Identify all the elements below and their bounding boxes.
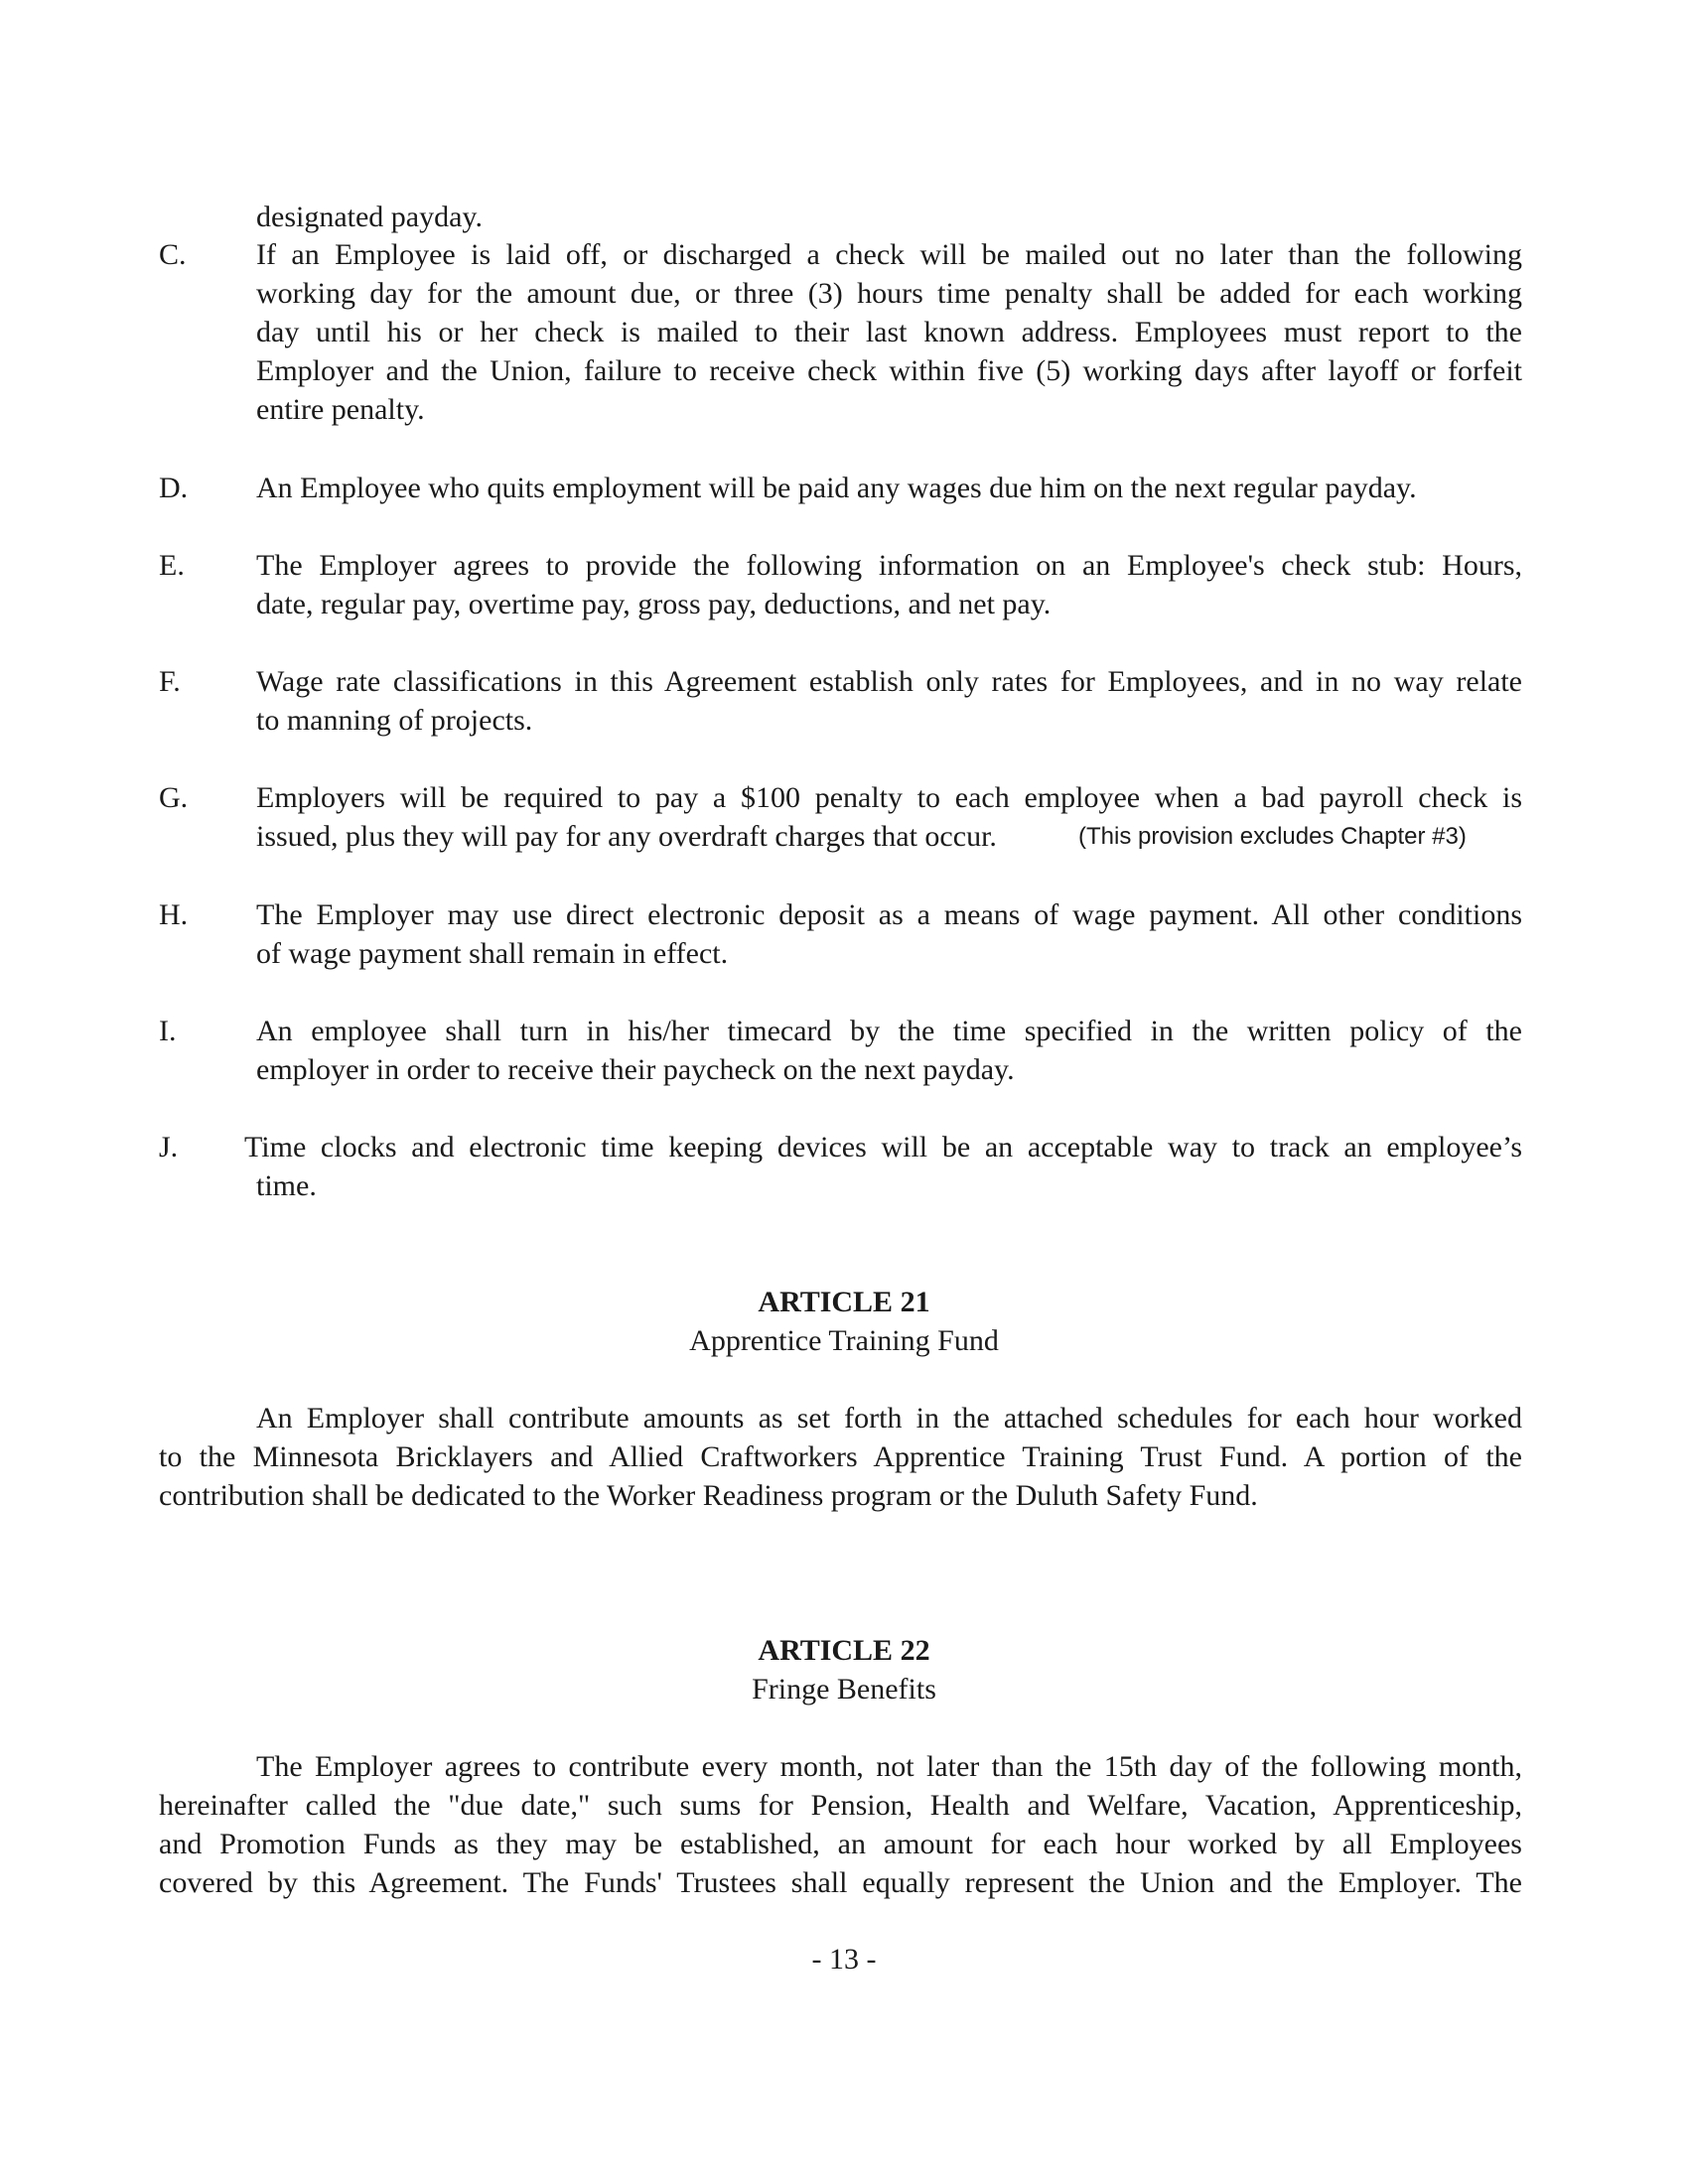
article-22-line-4: covered by this Agreement. The Funds' Trustees shall equally represent the Union and the Employer. The (159, 1866, 1522, 1899)
article-22-line-2: hereinafter called the "due date," such sums for Pension, Health and Welfare, Vacation, Apprenticeship, (159, 1789, 1522, 1822)
page-number: - 13 - (811, 1943, 877, 1976)
item-c-line-4: Employer and the Union, failure to receive check within five (5) working days after layoff or forfeit (256, 354, 1522, 387)
item-e-line-1: The Employer agrees to provide the following information on an Employee's check stub: Hours, (256, 549, 1522, 582)
item-i-line-2: employer in order to receive their paycheck on the next payday. (256, 1053, 1015, 1086)
article-21-line-2: to the Minnesota Bricklayers and Allied Craftworkers Apprentice Training Trust Fund. A portion of the (159, 1440, 1522, 1473)
item-c-line-3: day until his or her check is mailed to their last known address. Employees must report to the (256, 316, 1522, 348)
item-f-line-1: Wage rate classifications in this Agreement establish only rates for Employees, and in no way relate (256, 665, 1522, 698)
item-j-line-2: time. (256, 1169, 317, 1202)
article-22-heading: ARTICLE 22 (758, 1634, 930, 1667)
item-d-label: D. (159, 472, 189, 504)
item-c-label: C. (159, 238, 187, 271)
item-g-label: G. (159, 781, 189, 814)
item-i-label: I. (159, 1015, 177, 1047)
item-i-line-1: An employee shall turn in his/her timecard by the time specified in the written policy of the (256, 1015, 1522, 1047)
item-e-line-2: date, regular pay, overtime pay, gross pay, deductions, and net pay. (256, 588, 1052, 620)
item-h-label: H. (159, 898, 189, 931)
article-22-line-1: The Employer agrees to contribute every month, not later than the 15th day of the following month, (256, 1750, 1522, 1783)
item-f-label: F. (159, 665, 181, 698)
item-b-continuation: designated payday. (256, 201, 483, 233)
article-22-line-3: and Promotion Funds as they may be established, an amount for each hour worked by all Employees (159, 1828, 1522, 1860)
article-21-subheading: Apprentice Training Fund (689, 1324, 999, 1357)
item-j-label: J. (159, 1131, 179, 1163)
item-h-line-2: of wage payment shall remain in effect. (256, 937, 729, 970)
item-c-line-2: working day for the amount due, or three (3) hours time penalty shall be added for each working (256, 277, 1522, 310)
item-j-line-1: Time clocks and electronic time keeping devices will be an acceptable way to track an employee’s (244, 1131, 1522, 1163)
article-22-subheading: Fringe Benefits (752, 1673, 936, 1706)
item-e-label: E. (159, 549, 185, 582)
item-g-line-1: Employers will be required to pay a $100 penalty to each employee when a bad payroll check is (256, 781, 1522, 814)
item-g-note: (This provision excludes Chapter #3) (1078, 823, 1467, 850)
item-d-line-1: An Employee who quits employment will be paid any wages due him on the next regular payday. (256, 472, 1417, 504)
item-c-line-1: If an Employee is laid off, or discharged a check will be mailed out no later than the following (256, 238, 1522, 271)
item-c-line-5: entire penalty. (256, 393, 425, 426)
article-21-line-3: contribution shall be dedicated to the Worker Readiness program or the Duluth Safety Fund. (159, 1479, 1258, 1512)
article-21-line-1: An Employer shall contribute amounts as set forth in the attached schedules for each hour worked (256, 1402, 1522, 1434)
item-f-line-2: to manning of projects. (256, 704, 533, 737)
item-g-line-2: issued, plus they will pay for any overdraft charges that occur. (256, 820, 997, 853)
item-h-line-1: The Employer may use direct electronic deposit as a means of wage payment. All other conditions (256, 898, 1522, 931)
article-21-heading: ARTICLE 21 (758, 1286, 930, 1318)
